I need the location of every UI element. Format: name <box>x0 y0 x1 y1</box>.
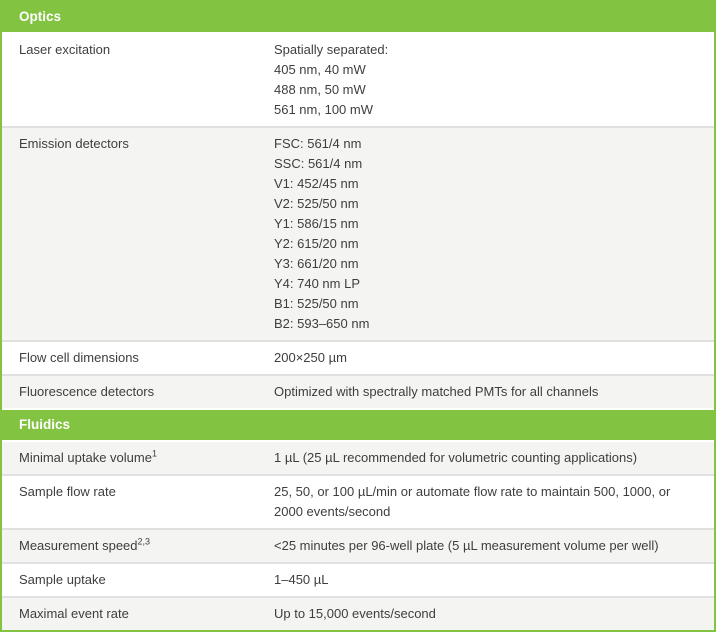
spec-label-text: Minimal uptake volume <box>19 450 152 465</box>
spec-label <box>2 382 274 402</box>
spec-value-line: Spatially separated: <box>274 42 389 57</box>
spec-value-line: 488 nm, 50 mW <box>274 82 366 97</box>
table-row-laser-excitation <box>2 34 714 126</box>
footnote-superscript: 1 <box>151 448 157 459</box>
spec-value-line: Y3: 661/20 nm <box>274 256 359 271</box>
spec-label-text: Fluorescence detectors <box>19 384 155 399</box>
section-header-fluidics: Fluidics <box>2 408 714 442</box>
spec-value-line: FSC: 561/4 nm <box>274 136 362 151</box>
spec-label <box>2 134 274 334</box>
table-row-emission-detectors <box>2 126 714 340</box>
spec-value <box>274 570 714 590</box>
spec-value-line: Y2: 615/20 nm <box>274 236 359 251</box>
spec-value-line: V1: 452/45 nm <box>274 176 359 191</box>
spec-value-line: 405 nm, 40 mW <box>274 62 366 77</box>
spec-label-text: Laser excitation <box>19 42 111 57</box>
footnote-superscript: 2,3 <box>137 536 151 547</box>
table-row-measurement-speed <box>2 528 714 562</box>
spec-value-line: 1 µL (25 µL recommended for volumetric counting applications) <box>274 450 638 465</box>
spec-label <box>2 448 274 468</box>
spec-value <box>274 134 714 334</box>
spec-value-line: B2: 593–650 nm <box>274 316 370 331</box>
spec-label-text: Sample uptake <box>19 572 106 587</box>
spec-value-line: B1: 525/50 nm <box>274 296 359 311</box>
table-row-sample-uptake <box>2 562 714 596</box>
spec-value-line: <25 minutes per 96-well plate (5 µL measurement volume per well) <box>274 538 659 553</box>
spec-label <box>2 604 274 624</box>
section-header-optics: Optics <box>2 2 714 34</box>
spec-value-line: Y1: 586/15 nm <box>274 216 359 231</box>
spec-value-line: Y4: 740 nm LP <box>274 276 360 291</box>
spec-value-line: SSC: 561/4 nm <box>274 156 363 171</box>
section-fluidics <box>2 408 714 630</box>
spec-label <box>2 40 274 120</box>
spec-value-line: Optimized with spectrally matched PMTs for all channels <box>274 384 599 399</box>
spec-value-line: 561 nm, 100 mW <box>274 102 373 117</box>
spec-value <box>274 382 714 402</box>
spec-value <box>274 604 714 624</box>
table-row-maximal-event-rate <box>2 596 714 630</box>
spec-label-text: Emission detectors <box>19 136 129 151</box>
spec-value <box>274 536 714 556</box>
spec-value-line: V2: 525/50 nm <box>274 196 359 211</box>
spec-label-text: Maximal event rate <box>19 606 129 621</box>
spec-value-line: Up to 15,000 events/second <box>274 606 436 621</box>
table-row-flow-cell-dimensions <box>2 340 714 374</box>
table-row-minimal-uptake-volume <box>2 442 714 474</box>
spec-value <box>274 482 714 522</box>
spec-label <box>2 570 274 590</box>
section-optics <box>2 2 714 408</box>
spec-value-line: 200×250 µm <box>274 350 347 365</box>
spec-label <box>2 536 274 556</box>
spec-value-line: 1–450 µL <box>274 572 329 587</box>
spec-label-text: Measurement speed <box>19 538 138 553</box>
spec-value-line: 25, 50, or 100 µL/min or automate flow rate to maintain 500, 1000, or 2000 events/second <box>274 484 671 519</box>
spec-label <box>2 482 274 522</box>
spec-label-text: Sample flow rate <box>19 484 116 499</box>
spec-label-text: Flow cell dimensions <box>19 350 139 365</box>
table-row-sample-flow-rate <box>2 474 714 528</box>
spec-value <box>274 448 714 468</box>
table-row-fluorescence-detectors <box>2 374 714 408</box>
spec-value <box>274 40 714 120</box>
spec-value <box>274 348 714 368</box>
spec-label <box>2 348 274 368</box>
